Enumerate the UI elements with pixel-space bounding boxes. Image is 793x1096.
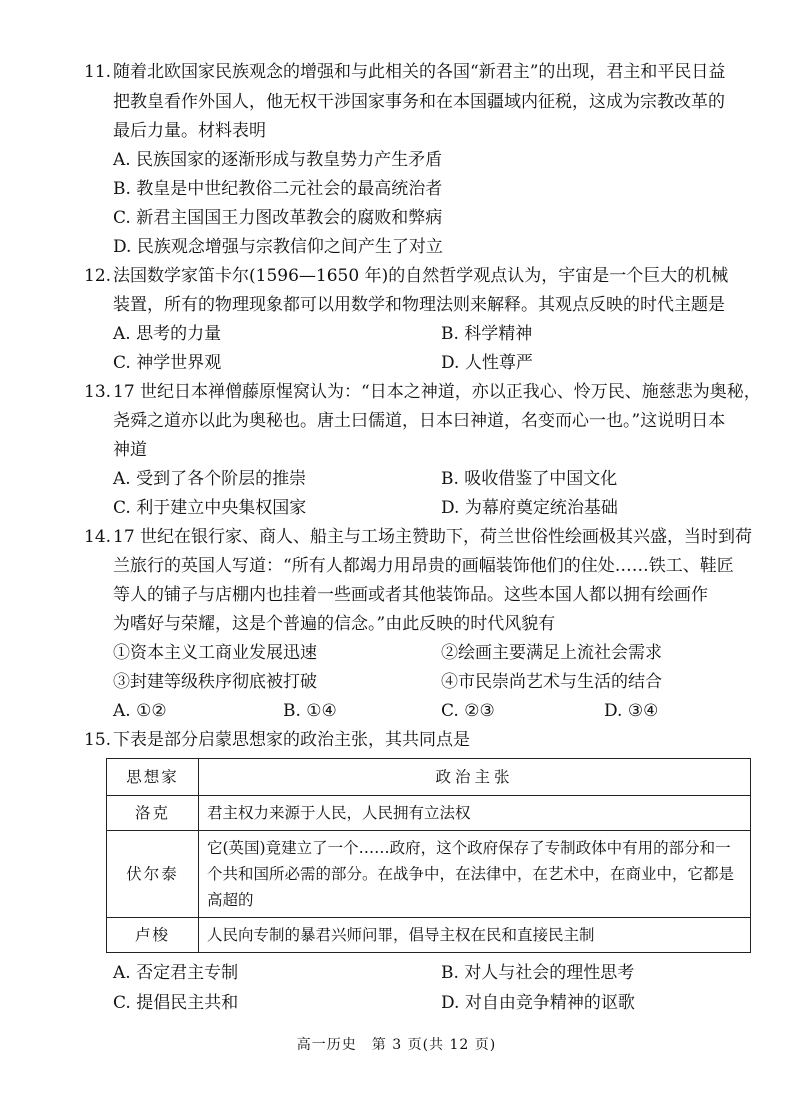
option-d: D. 对自由竞争精神的讴歌 <box>441 993 635 1013</box>
question-number: 11. <box>84 62 112 82</box>
question-stem-line: 17 世纪日本禅僧藤原惺窝认为：“日本之神道，亦以正我心、怜万民、施慈悲为奥秘， <box>113 382 761 402</box>
table-row <box>107 796 751 831</box>
question-stem-line: 等人的铺子与店棚内也挂着一些画或者其他装饰品。这些本国人都以拥有绘画作 <box>113 585 708 605</box>
option-b: B. 教皇是中世纪教俗二元社会的最高统治者 <box>113 179 443 199</box>
question-stem-line: 17 世纪在银行家、商人、船主与工场主赞助下，荷兰世俗性绘画极其兴盛，当时到荷 <box>113 527 753 547</box>
option-d: D. 人性尊严 <box>441 353 533 373</box>
question-number: 12. <box>84 266 112 286</box>
statement-2: ②绘画主要满足上流社会需求 <box>441 643 662 663</box>
question-stem-line: 把教皇看作外国人，他无权干涉国家事务和在本国疆域内征税，这成为宗教改革的 <box>113 92 725 112</box>
question-stem-line: 装置，所有的物理现象都可以用数学和物理法则来解释。其观点反映的时代主题是 <box>113 295 725 315</box>
table-row <box>107 831 751 918</box>
question-stem-line: 为嗜好与荣耀，这是个普遍的信念。”由此反映的时代风貌有 <box>113 614 556 634</box>
option-a: A. 否定君主专制 <box>113 963 239 983</box>
option-c: C. 利于建立中央集权国家 <box>113 498 307 518</box>
option-c: C. 神学世界观 <box>113 353 222 373</box>
question-stem-line: 尧舜之道亦以此为奥秘也。唐土曰儒道，日本曰神道，名变而心一也。”这说明日本 <box>113 411 726 431</box>
thinker-claim: 它(英国)竟建立了一个……政府，这个政府保存了专制政体中有用的部分和一个共和国所必需的部分。在战争中，在法律中，在艺术中，在商业中，它都是高超的 <box>199 831 751 918</box>
option-d: D. 为幕府奠定统治基础 <box>441 498 618 518</box>
page-footer: 高一历史 第 3 页(共 12 页) <box>296 1037 497 1053</box>
question-stem-line: 兰旅行的英国人写道：“所有人都竭力用昂贵的画幅装饰他们的住处……铁工、鞋匠 <box>113 556 734 576</box>
question-stem-line: 法国数学家笛卡尔(1596—1650 年)的自然哲学观点认为，宇宙是一个巨大的机械 <box>113 266 729 286</box>
option-c: C. 提倡民主共和 <box>113 993 239 1013</box>
question-number: 13. <box>84 382 112 402</box>
option-a: A. 民族国家的逐渐形成与教皇势力产生矛盾 <box>113 150 443 170</box>
option-d: D. 民族观念增强与宗教信仰之间产生了对立 <box>113 237 443 257</box>
option-b: B. 对人与社会的理性思考 <box>441 963 635 983</box>
statement-1: ①资本主义工商业发展迅速 <box>113 643 317 663</box>
statement-3: ③封建等级秩序彻底被打破 <box>113 672 317 692</box>
option-a: A. 受到了各个阶层的推崇 <box>113 469 307 489</box>
thinker-claim: 人民向专制的暴君兴师问罪，倡导主权在民和直接民主制 <box>199 918 751 953</box>
option-b: B. ①④ <box>283 701 337 721</box>
option-a: A. 思考的力量 <box>113 324 222 344</box>
statement-4: ④市民崇尚艺术与生活的结合 <box>441 672 662 692</box>
question-number: 14. <box>84 527 112 547</box>
option-d: D. ③④ <box>604 701 659 721</box>
question-stem-line: 最后力量。材料表明 <box>113 121 266 141</box>
table-header-row <box>107 759 751 796</box>
thinker-claim: 君主权力来源于人民，人民拥有立法权 <box>199 796 751 831</box>
question-number: 15. <box>84 730 112 750</box>
question-stem-line: 神道 <box>113 440 147 460</box>
table-header-thinker: 思想家 <box>107 759 199 796</box>
thinker-name: 洛克 <box>107 796 199 831</box>
option-c: C. ②③ <box>441 701 495 721</box>
thinkers-table <box>106 758 751 953</box>
thinker-name: 伏尔泰 <box>107 831 199 918</box>
question-stem-line: 随着北欧国家民族观念的增强和与此相关的各国“新君主”的出现，君主和平民日益 <box>113 62 726 82</box>
table-header-claim: 政治主张 <box>199 759 751 796</box>
option-c: C. 新君主国国王力图改革教会的腐败和弊病 <box>113 208 443 228</box>
table-row <box>107 918 751 953</box>
option-b: B. 科学精神 <box>441 324 533 344</box>
option-a: A. ①② <box>113 701 167 721</box>
thinker-name: 卢梭 <box>107 918 199 953</box>
question-stem-line: 下表是部分启蒙思想家的政治主张，其共同点是 <box>113 730 470 750</box>
option-b: B. 吸收借鉴了中国文化 <box>441 469 618 489</box>
